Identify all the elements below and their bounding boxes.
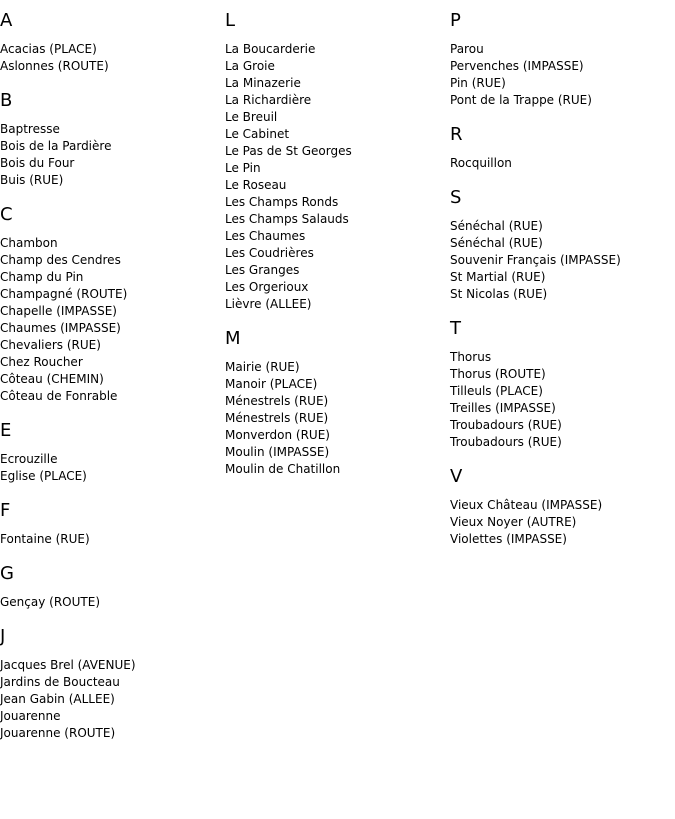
street-name: Côteau de Fonrable [0, 389, 118, 403]
street-name: Bois du Four [0, 156, 75, 170]
index-column [0, 10, 225, 757]
street-list [225, 359, 450, 478]
street-name: Vieux Noyer (AUTRE) [450, 515, 577, 529]
section-letter-heading: M [225, 328, 241, 349]
street-name: Pin (RUE) [450, 76, 506, 90]
street-name: Le Pas de St Georges [225, 144, 352, 158]
section-letter-heading: R [450, 124, 463, 145]
letter-group [0, 204, 225, 405]
section-letter-heading: J [0, 626, 6, 647]
street-name: Sénéchal (RUE) [450, 236, 543, 250]
street-name: Champ des Cendres [0, 253, 121, 267]
street-name: Souvenir Français (IMPASSE) [450, 253, 621, 267]
letter-group [0, 626, 225, 742]
index-column [450, 10, 675, 563]
section-letter-heading: C [0, 204, 13, 225]
letter-group [0, 10, 225, 75]
index-column [225, 10, 450, 493]
street-list [0, 121, 225, 189]
street-name: Champagné (ROUTE) [0, 287, 128, 301]
street-name: Moulin de Chatillon [225, 462, 341, 476]
section-letter-heading: L [225, 10, 236, 31]
street-name: Le Pin [225, 161, 261, 175]
street-name: Bois de la Pardière [0, 139, 112, 153]
street-name: La Boucarderie [225, 42, 316, 56]
street-name: Sénéchal (RUE) [450, 219, 543, 233]
street-name: Les Orgerioux [225, 280, 309, 294]
street-name: Chambon [0, 236, 58, 250]
street-name: Chevaliers (RUE) [0, 338, 101, 352]
street-name: Champ du Pin [0, 270, 84, 284]
street-name: Le Cabinet [225, 127, 290, 141]
street-name: Les Chaumes [225, 229, 306, 243]
street-name: Pervenches (IMPASSE) [450, 59, 584, 73]
street-name: Rocquillon [450, 156, 512, 170]
street-name: Chapelle (IMPASSE) [0, 304, 117, 318]
street-name: Moulin (IMPASSE) [225, 445, 330, 459]
street-list [450, 155, 675, 172]
letter-group [0, 90, 225, 189]
letter-group [225, 10, 450, 313]
section-letter-heading: G [0, 563, 14, 584]
section-letter-heading: E [0, 420, 12, 441]
street-name: Mairie (RUE) [225, 360, 300, 374]
letter-group [450, 187, 675, 303]
street-name: Le Breuil [225, 110, 278, 124]
section-letter-heading: F [0, 500, 11, 521]
street-name: Acacias (PLACE) [0, 42, 97, 56]
street-list [225, 41, 450, 313]
letter-group [0, 563, 225, 611]
street-name: Jouarenne [0, 709, 61, 723]
street-list [0, 451, 225, 485]
street-name: Thorus (ROUTE) [450, 367, 546, 381]
street-list [0, 594, 225, 611]
section-letter-heading: A [0, 10, 13, 31]
letter-group [0, 420, 225, 485]
street-name: Baptresse [0, 122, 60, 136]
street-name: Violettes (IMPASSE) [450, 532, 567, 546]
street-name: Vieux Château (IMPASSE) [450, 498, 603, 512]
street-name: Aslonnes (ROUTE) [0, 59, 109, 73]
street-name: La Minazerie [225, 76, 301, 90]
street-list [0, 531, 225, 548]
street-name: Jardins de Boucteau [0, 675, 120, 689]
letter-group [0, 500, 225, 548]
street-name: Ménestrels (RUE) [225, 394, 329, 408]
street-list [450, 218, 675, 303]
street-name: Parou [450, 42, 484, 56]
street-list [450, 349, 675, 451]
street-name: St Martial (RUE) [450, 270, 546, 284]
street-name: Thorus [450, 350, 492, 364]
street-name: Pont de la Trappe (RUE) [450, 93, 592, 107]
street-name: Ménestrels (RUE) [225, 411, 329, 425]
section-letter-heading: B [0, 90, 13, 111]
street-list [0, 657, 225, 742]
street-name: Troubadours (RUE) [450, 418, 562, 432]
letter-group [450, 10, 675, 109]
street-name: Les Champs Salauds [225, 212, 349, 226]
street-name: Chaumes (IMPASSE) [0, 321, 121, 335]
letter-group [225, 328, 450, 478]
street-name: Manoir (PLACE) [225, 377, 318, 391]
street-list [450, 497, 675, 548]
street-name: Chez Roucher [0, 355, 83, 369]
letter-group [450, 466, 675, 548]
street-name: Troubadours (RUE) [450, 435, 562, 449]
street-name: Lièvre (ALLEE) [225, 297, 312, 311]
street-name: Les Coudrières [225, 246, 314, 260]
street-name: La Groie [225, 59, 275, 73]
street-name: Fontaine (RUE) [0, 532, 90, 546]
section-letter-heading: T [450, 318, 461, 339]
street-name: La Richardière [225, 93, 312, 107]
street-name: Jouarenne (ROUTE) [0, 726, 116, 740]
section-letter-heading: P [450, 10, 461, 31]
street-name: Tilleuls (PLACE) [450, 384, 543, 398]
street-name: Jacques Brel (AVENUE) [0, 658, 136, 672]
street-name: Gençay (ROUTE) [0, 595, 100, 609]
street-name: Ecrouzille [0, 452, 58, 466]
street-name: Treilles (IMPASSE) [450, 401, 556, 415]
street-name: Monverdon (RUE) [225, 428, 330, 442]
street-name: Jean Gabin (ALLEE) [0, 692, 115, 706]
street-name: Eglise (PLACE) [0, 469, 87, 483]
street-list [0, 41, 225, 75]
street-name: Buis (RUE) [0, 173, 64, 187]
street-list [450, 41, 675, 109]
street-list [0, 235, 225, 405]
letter-group [450, 124, 675, 172]
section-letter-heading: S [450, 187, 462, 208]
street-name: Les Granges [225, 263, 300, 277]
street-name: Les Champs Ronds [225, 195, 339, 209]
street-name: St Nicolas (RUE) [450, 287, 548, 301]
street-name: Côteau (CHEMIN) [0, 372, 104, 386]
street-name: Le Roseau [225, 178, 287, 192]
letter-group [450, 318, 675, 451]
section-letter-heading: V [450, 466, 463, 487]
